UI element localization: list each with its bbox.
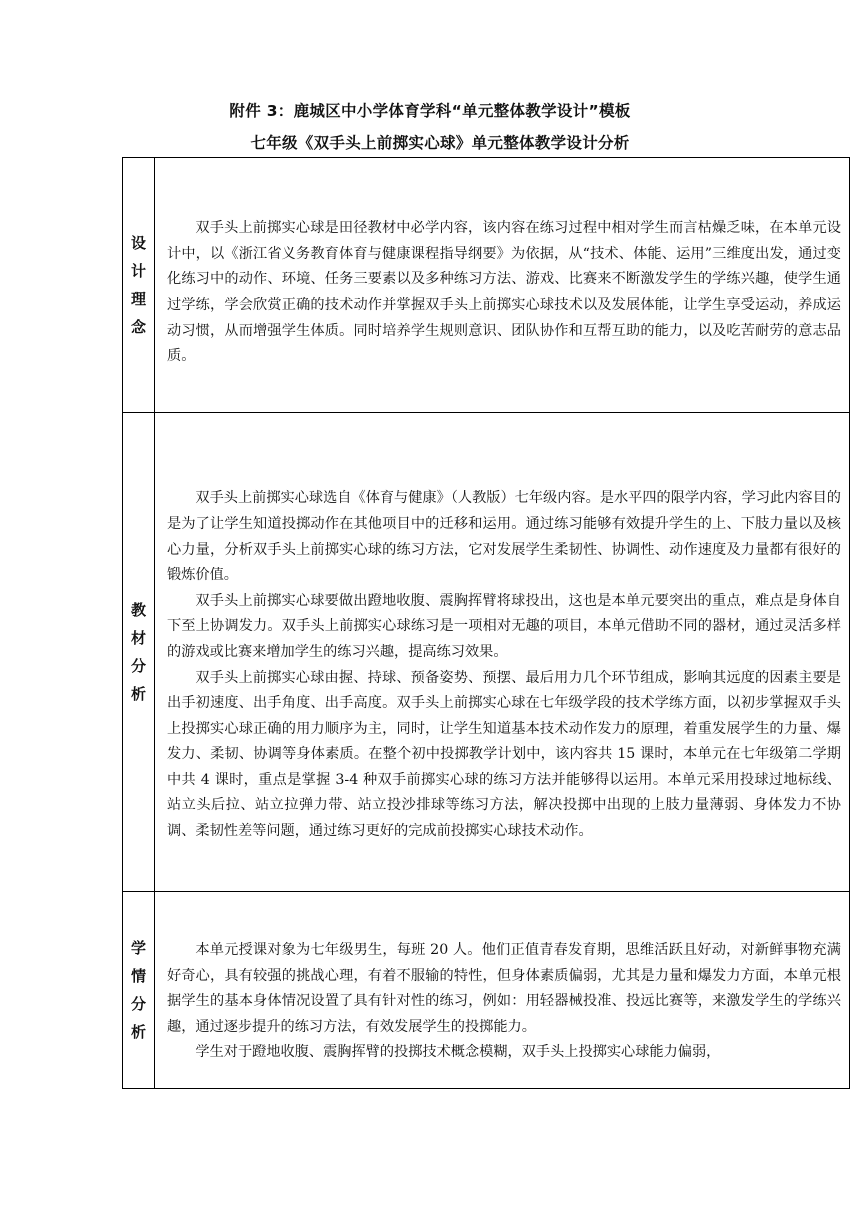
row-label-cell: [123, 158, 155, 413]
paragraph: 双手头上前掷实心球选自《体育与健康》（人教版）七年级内容。是水平四的限学内容，学习此内容目的是为了让学生知道投掷动作在其他项目中的迁移和运用。通过练习能够有效提升学生的上、下肢力量以及核心力量，分析双手头上前掷实心球的练习方法，它对发展学生柔韧性、协调性、动作速度及力量都有很好的锻炼价值。: [167, 490, 841, 584]
row-content-cell: [155, 892, 850, 1089]
table-row-student-analysis: [123, 892, 850, 1089]
paragraph: 双手头上前掷实心球要做出蹬地收腹、震胸挥臂将球投出，这也是本单元要突出的重点，难点是身体自下至上协调发力。双手头上前掷实心球练习是一项相对无趣的项目，本单元借助不同的器材，通过灵活多样的游戏或比赛来增加学生的练习兴趣，提高练习效果。: [167, 592, 841, 660]
row-label-cell: [123, 413, 155, 892]
document-title: 七年级《双手头上前掷实心球》单元整体教学设计分析: [250, 134, 630, 152]
row-label-cell: [123, 892, 155, 1089]
document-header: 附件 3：鹿城区中小学体育学科“单元整体教学设计”模板: [229, 102, 631, 120]
row-content-cell: [155, 413, 850, 892]
row-content-cell: [155, 158, 850, 413]
row-label-design-concept: 设计理念: [130, 234, 146, 336]
paragraph: 双手头上前掷实心球由握、持球、预备姿势、预摆、最后用力几个环节组成，影响其远度的因素主要是出手初速度、出手角度、出手高度。双手头上前掷实心球在七年级学段的技术学练方面，以初步掌握双手头上投掷实心球正确的用力顺序为主，同时，让学生知道基本技术动作发力的原理，着重发展学生的力量、爆发力、柔韧、协调等身体素质。在整个初中投掷教学计划中，该内容共 15 课时，本单元在七年级第二学期中共 4 课时，重点是掌握 3-4 种双手前掷实心球的练习方法并能够得以运用。本单元采用投球过地标线、站立头后拉、站立拉弹力带、站立投沙排球等练习方法，解决投掷中出现的上肢力量薄弱、身体发力不协调、柔韧性差等问题，通过练习更好的完成前投掷实心球技术动作。: [167, 669, 841, 840]
paragraph: 本单元授课对象为七年级男生，每班 20 人。他们正值青春发育期，思维活跃且好动，对新鲜事物充满好奇心，具有较强的挑战心理，有着不服输的特性，但身体素质偏弱，尤其是力量和爆发力方面，本单元根据学生的基本身体情况设置了具有针对性的练习，例如：用轻器械投准、投远比赛等，来激发学生的学练兴趣，通过逐步提升的练习方法，有效发展学生的投掷能力。: [167, 942, 841, 1035]
paragraph: 学生对于蹬地收腹、震胸挥臂的投掷技术概念模糊，双手头上投掷实心球能力偏弱，: [195, 1044, 721, 1061]
row-label-material-analysis: 教材分析: [130, 601, 146, 703]
table-row-material-analysis: [123, 413, 850, 892]
paragraph: 双手头上前掷实心球是田径教材中必学内容，该内容在练习过程中相对学生而言枯燥乏味，在本单元设计中，以《浙江省义务教育体育与健康课程指导纲要》为依据，从“技术、体能、运用”三维度出发，通过变化练习中的动作、环境、任务三要素以及多种练习方法、游戏、比赛来不断激发学生的学练兴趣，使学生通过学练，学会欣赏正确的技术动作并掌握双手头上前掷实心球技术以及发展体能，让学生享受运动，养成运动习惯，从而增强学生体质。同时培养学生规则意识、团队协作和互帮互助的能力，以及吃苦耐劳的意志品质。: [167, 220, 841, 365]
row-label-student-analysis: 学情分析: [130, 939, 146, 1041]
analysis-table: [122, 157, 850, 1089]
table-row-design-concept: [123, 158, 850, 413]
